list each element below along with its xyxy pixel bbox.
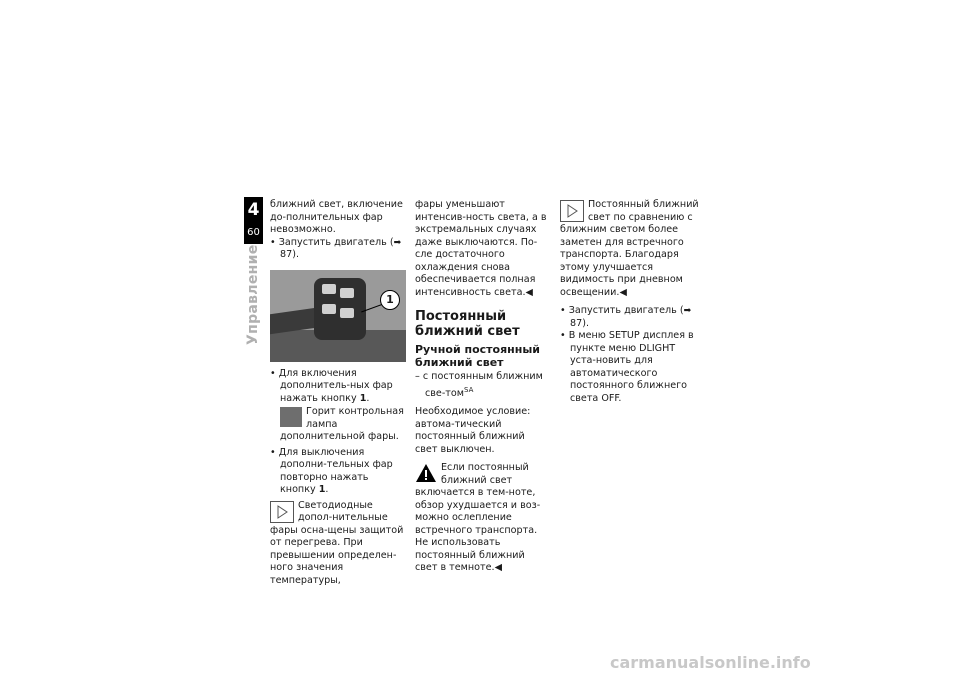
warning-instruction: Не использовать постоянный ближний свет в темноте. bbox=[415, 537, 525, 574]
option-line: – с постоянным ближним све-том$^{SA}$ bbox=[415, 371, 543, 399]
chapter-number: 4 bbox=[247, 200, 260, 220]
overheat-note-continued: фары уменьшают интенсив-ность света, а в экстремальных случаях даже выключаются. По-сле достаточного охлаждения снова обеспечивается полная интенсивность света. bbox=[415, 199, 547, 298]
handlebar-switch-photo bbox=[270, 270, 406, 362]
column-3 bbox=[560, 199, 700, 405]
auxiliary-light-indicator-icon bbox=[280, 407, 302, 427]
intro-text: ближний свет, включение до-полнительных фар невозможно. bbox=[270, 199, 403, 235]
step-start-engine: • Запустить двигатель (➡ 87). bbox=[270, 236, 402, 260]
step-enable-aux: • Для включения дополнитель-ных фар нажать кнопку 1. bbox=[270, 367, 393, 404]
column-2 bbox=[415, 199, 549, 575]
end-of-section-triangle-icon: ◀ bbox=[494, 562, 502, 574]
step-disable-aux: • Для выключения дополни-тельных фар повторно нажать кнопку 1. bbox=[270, 446, 393, 495]
heading-daylight: Постоянный ближний свет bbox=[415, 309, 520, 339]
step-start-engine-2: • Запустить двигатель (➡ 87). bbox=[560, 305, 692, 329]
callout-1: 1 bbox=[380, 290, 400, 310]
end-of-section-triangle-icon: ◀ bbox=[619, 286, 627, 298]
indicator-note: Горит контрольная лампа дополнительной фары. bbox=[280, 406, 404, 442]
arrow-right-icon: ➡ bbox=[683, 306, 692, 316]
warning-block: Если постоянный ближний свет включается в тем-ноте, обзор ухудшается и воз-можно ослепление встречного транспорта. Не использовать постоянный ближний свет в темноте.◀ bbox=[415, 462, 541, 574]
section-title: Управление bbox=[245, 244, 261, 345]
visibility-note: Постоянный ближний свет по сравнению с ближним светом более заметен для встречного транспорта. Благодаря этому улучшается видимость при дневном освещении.◀ bbox=[560, 199, 699, 298]
heading-manual-daylight: Ручной постоянный ближний свет bbox=[415, 343, 541, 369]
arrow-right-icon: ➡ bbox=[393, 237, 402, 248]
page-number: 60 bbox=[247, 227, 260, 238]
note-triangle-outline-icon bbox=[270, 501, 294, 523]
overheat-note: Светодиодные допол-нительные фары осна-щены защитой от перегрева. При превышении определен-ного значения температуры, bbox=[270, 499, 404, 586]
warning-triangle-icon bbox=[415, 463, 437, 483]
precondition-text: Необходимое условие: автома-тический постоянный ближний свет выключен. bbox=[415, 406, 531, 455]
note-triangle-outline-icon bbox=[560, 200, 584, 222]
watermark: carmanualsonline.info bbox=[610, 653, 811, 672]
step-setup-dlight: • В меню SETUP дисплея в пункте меню DLIGHT уста-новить для автоматического постоянного ближнего света OFF. bbox=[560, 330, 694, 404]
column-1 bbox=[270, 199, 406, 587]
end-of-section-triangle-icon: ◀ bbox=[525, 286, 533, 298]
